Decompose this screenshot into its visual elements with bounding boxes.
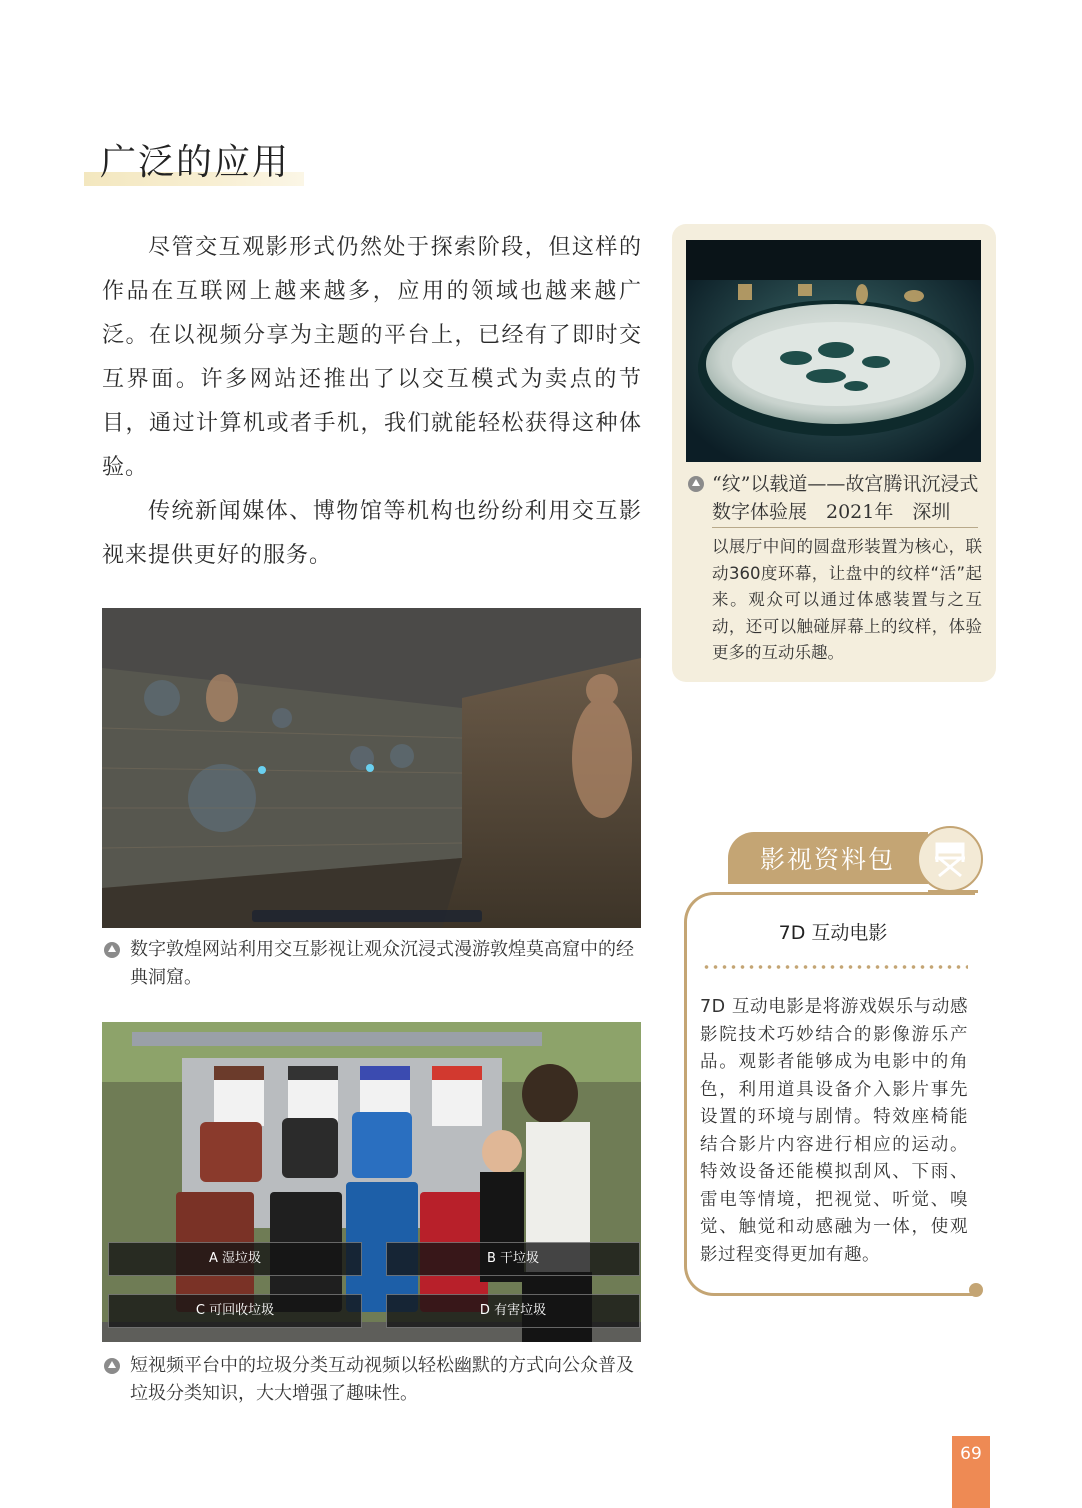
resource-pack-label: 影视资料包 (760, 845, 896, 874)
cave-caption: 数字敦煌网站利用交互影视让观众沉浸式漫游敦煌莫高窟中的经典洞窟。 (130, 939, 634, 988)
dunhuang-cave-photo (102, 608, 641, 928)
side-divider (712, 527, 978, 528)
page-number: 69 (960, 1444, 982, 1464)
palace-plate-photo (686, 240, 981, 462)
option-d-button[interactable]: D 有害垃圾 (386, 1294, 640, 1328)
caption-marker-icon (104, 1358, 120, 1374)
side-figure-description: 以展厅中间的圆盘形装置为核心，联动360度环幕，让盘中的纹样“活”起来。观众可以通过体感装置与之互动，还可以触碰屏幕上的纹样，体验更多的互动乐趣。 (712, 537, 982, 662)
dotted-divider (702, 964, 968, 970)
resource-pack-body: 7D 互动电影是将游戏娱乐与动感影院技术巧妙结合的影像游乐产品。观影者能够成为电影中的角色，利用道具设备介入影片事先设置的环境与剧情。特效座椅能结合影片内容进行相应的运动。特效设备还能模拟刮风、下雨、雷电等情境，把视觉、听觉、嗅觉、触觉和动感融为一体，使观影过程变得更加有趣。 (700, 997, 968, 1265)
option-c-button[interactable]: C 可回收垃圾 (108, 1294, 362, 1328)
caption-marker-icon (104, 942, 120, 958)
section-title: 广泛的应用 (100, 142, 291, 183)
resource-pack-heading: 7D 互动电影 (778, 922, 888, 944)
director-chair-icon (917, 826, 983, 892)
option-a-button[interactable]: A 湿垃圾 (108, 1242, 362, 1276)
trash-caption: 短视频平台中的垃圾分类互动视频以轻松幽默的方式向公众普及垃圾分类知识，大大增强了趣味性。 (130, 1355, 634, 1404)
resource-pack-end-dot (969, 1283, 983, 1297)
garbage-sorting-photo (102, 1022, 641, 1342)
paragraph-1: 尽管交互观影形式仍然处于探索阶段，但这样的作品在互联网上越来越多，应用的领域也越来越广泛。在以视频分享为主题的平台上，已经有了即时交互界面。许多网站还推出了以交互模式为卖点的节目，通过计算机或者手机，我们就能轻松获得这种体验。 (102, 235, 642, 480)
side-figure-title: “纹”以载道——故宫腾讯沉浸式数字体验展 2021年 深圳 (712, 473, 979, 523)
paragraph-2: 传统新闻媒体、博物馆等机构也纷纷利用交互影视来提供更好的服务。 (102, 499, 642, 568)
caption-marker-icon (688, 476, 704, 492)
resource-pack-topline (928, 890, 978, 893)
option-b-button[interactable]: B 干垃圾 (386, 1242, 640, 1276)
